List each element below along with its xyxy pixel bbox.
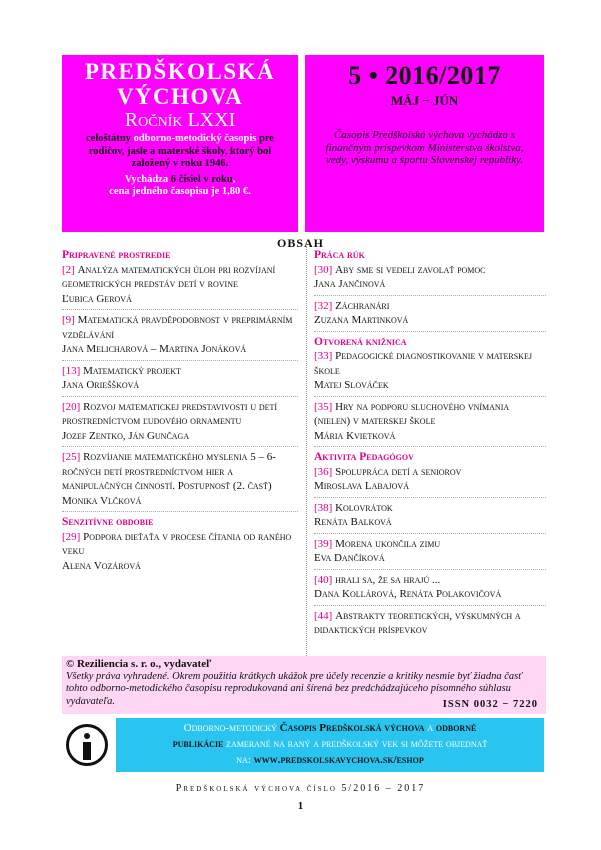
page-footer: Predškolská výchova číslo 5/2016 – 2017 [175,783,426,794]
toc-entry [314,537,546,570]
toc-entry [314,501,546,534]
page-ref: [35] [314,400,333,413]
magazine-description: celoštátny odborno-metodický časopis pre rodičov, jasle a materské školy, ktorý bol založený v roku 1946. [86,133,274,169]
magazine-title-line2: VÝCHOVA [116,84,244,109]
article-title: hrali sa, že sa hrajú ... [335,573,441,586]
toc-entry [314,465,546,498]
magazine-title: PREDŠKOLSKÁ [84,59,276,84]
article-author: Monika Vlčková [62,494,142,507]
toc-entry [314,263,546,296]
publisher-line: © Reziliencia s. r. o., vydavateľ [66,658,212,670]
page-ref: [9] [62,314,75,326]
toc-entry [62,364,298,397]
toc-left-column [62,246,298,579]
issn-number: ISSN 0032 − 7220 [442,698,538,710]
article-author: Renáta Balková [314,516,392,528]
toc-right-column [314,246,546,644]
article-title: Analýza matematických úloh pri rozvíjaní geometrických predstáv detí v rovine [62,263,276,290]
toc-section-heading: Práca rúk [314,249,365,261]
article-author: Jana Jančinová [314,278,386,290]
article-title: Kolovrátok [335,501,393,514]
article-author: Ľubica Gerová [62,292,132,305]
article-title: Matematická pravděpodobnost v preprimárním vzdělávání [62,314,293,341]
page-ref: [44] [314,609,333,622]
toc-entry [314,573,546,606]
page-ref: [2] [62,263,75,276]
article-title: Spolupráca detí a seniorov [335,465,462,478]
article-author: Jana Orieššková [62,379,140,391]
toc-heading: OBSAH [276,236,324,250]
article-title: Pedagogické diagnostikovanie v materskej škole [314,350,532,377]
issue-number: 5 • 2016/2017 [348,61,501,90]
toc-entry [62,313,298,361]
article-author: Jozef Zentko, Ján Gunčaga [62,429,190,442]
page-ref: [39] [314,537,333,550]
article-title: Abstrakty teoretických, výskumných a didaktických príspevkov [314,609,521,636]
copyright-box [62,656,546,714]
article-author: Matej Slováček [314,379,389,391]
funding-note: Časopis Predškolská výchova vychádza s finančným príspevkom Ministerstva školstva, vedy, výskumu a športu Slovenskej republiky. [325,129,524,166]
toc-entry [62,400,298,448]
masthead-box [62,55,298,232]
toc-entry [62,263,298,311]
article-title: Morena ukončila zimu [335,537,441,550]
article-title: Rozvíjanie matematického myslenia 5 – 6-ročných detí prostredníctvom hier a manipulačných činností. Postupnosť (2. časť) [62,451,276,492]
column-divider [306,246,307,656]
article-title: Záchranári [335,299,390,312]
article-author: Eva Dančíková [314,552,385,564]
volume-label: Ročník LXXI [124,109,236,131]
price-text: cena jedného časopisu je 1,80 €. [109,186,251,197]
page-number: 1 [297,800,304,812]
toc-entry [314,609,546,641]
article-author: Miroslava Labajová [314,480,409,492]
info-icon [66,724,108,766]
article-author: Jana Melicharová – Martina Jonáková [62,343,247,355]
issue-months: MÁJ − JÚN [390,93,459,108]
page-ref: [36] [314,465,333,478]
article-title: Matematický projekt [83,364,181,377]
issue-box [305,55,544,232]
eshop-link[interactable]: www.predskolskavychova.sk/eshop [253,754,424,766]
article-author: Zuzana Martinková [314,314,409,326]
article-title: Podpora dieťaťa v procese čítania od raného veku [62,530,292,557]
toc-section-heading: Senzitívne obdobie [62,516,154,528]
order-info-box [62,716,546,774]
toc-entry [62,530,298,577]
page-ref: [32] [314,299,333,312]
page-ref: [29] [62,530,81,543]
rights-text: Všetky práva vyhradené. Okrem použitia krátkych ukážok pre účely recenzie a kritiky nesmie byť žiadna časť tohto odborno-metodického časopisu reprodukovaná ani šírená bez predchádzajúceho písomného súhlasu vydavateľa. [66,670,523,707]
page-ref: [38] [314,501,333,514]
article-title: Hry na podporu sluchového vnímania (nielen) v materskej škole [314,400,510,427]
page-ref: [13] [62,364,81,377]
page-ref: [25] [62,451,81,463]
page-ref: [30] [314,263,333,276]
issues-per-year: Vychádza 6 čísiel v roku, [124,173,236,185]
article-title: Rozvoj matematickej predstavivosti u detí prostredníctvom ľudového ornamentu [62,400,278,427]
toc-entry [62,450,298,512]
article-author: Dana Kollárová, Renáta Polakovičová [314,588,502,600]
article-author: Mária Kvietková [314,429,396,442]
article-author: Alena Vozárová [62,559,141,572]
page-ref: [40] [314,573,333,586]
toc-section-heading: Pripravené prostredie [62,249,171,261]
toc-entry [314,400,546,448]
page-ref: [33] [314,350,333,362]
toc-entry [314,299,546,332]
article-title: Aby sme si vedeli zavolať pomoc [335,263,486,276]
toc-entry [314,349,546,397]
toc-section-heading: Otvorená knižnica [314,335,407,348]
page-ref: [20] [62,400,81,413]
toc-section-heading: Aktivita Pedagógov [314,451,414,463]
order-info-text: Odborno-metodický Časopis Predškolská výchova a odborné publikácie zamerané na raný a predškolský vek si môžete objednať na: www.predskolskavychova.sk/eshop [116,718,544,772]
